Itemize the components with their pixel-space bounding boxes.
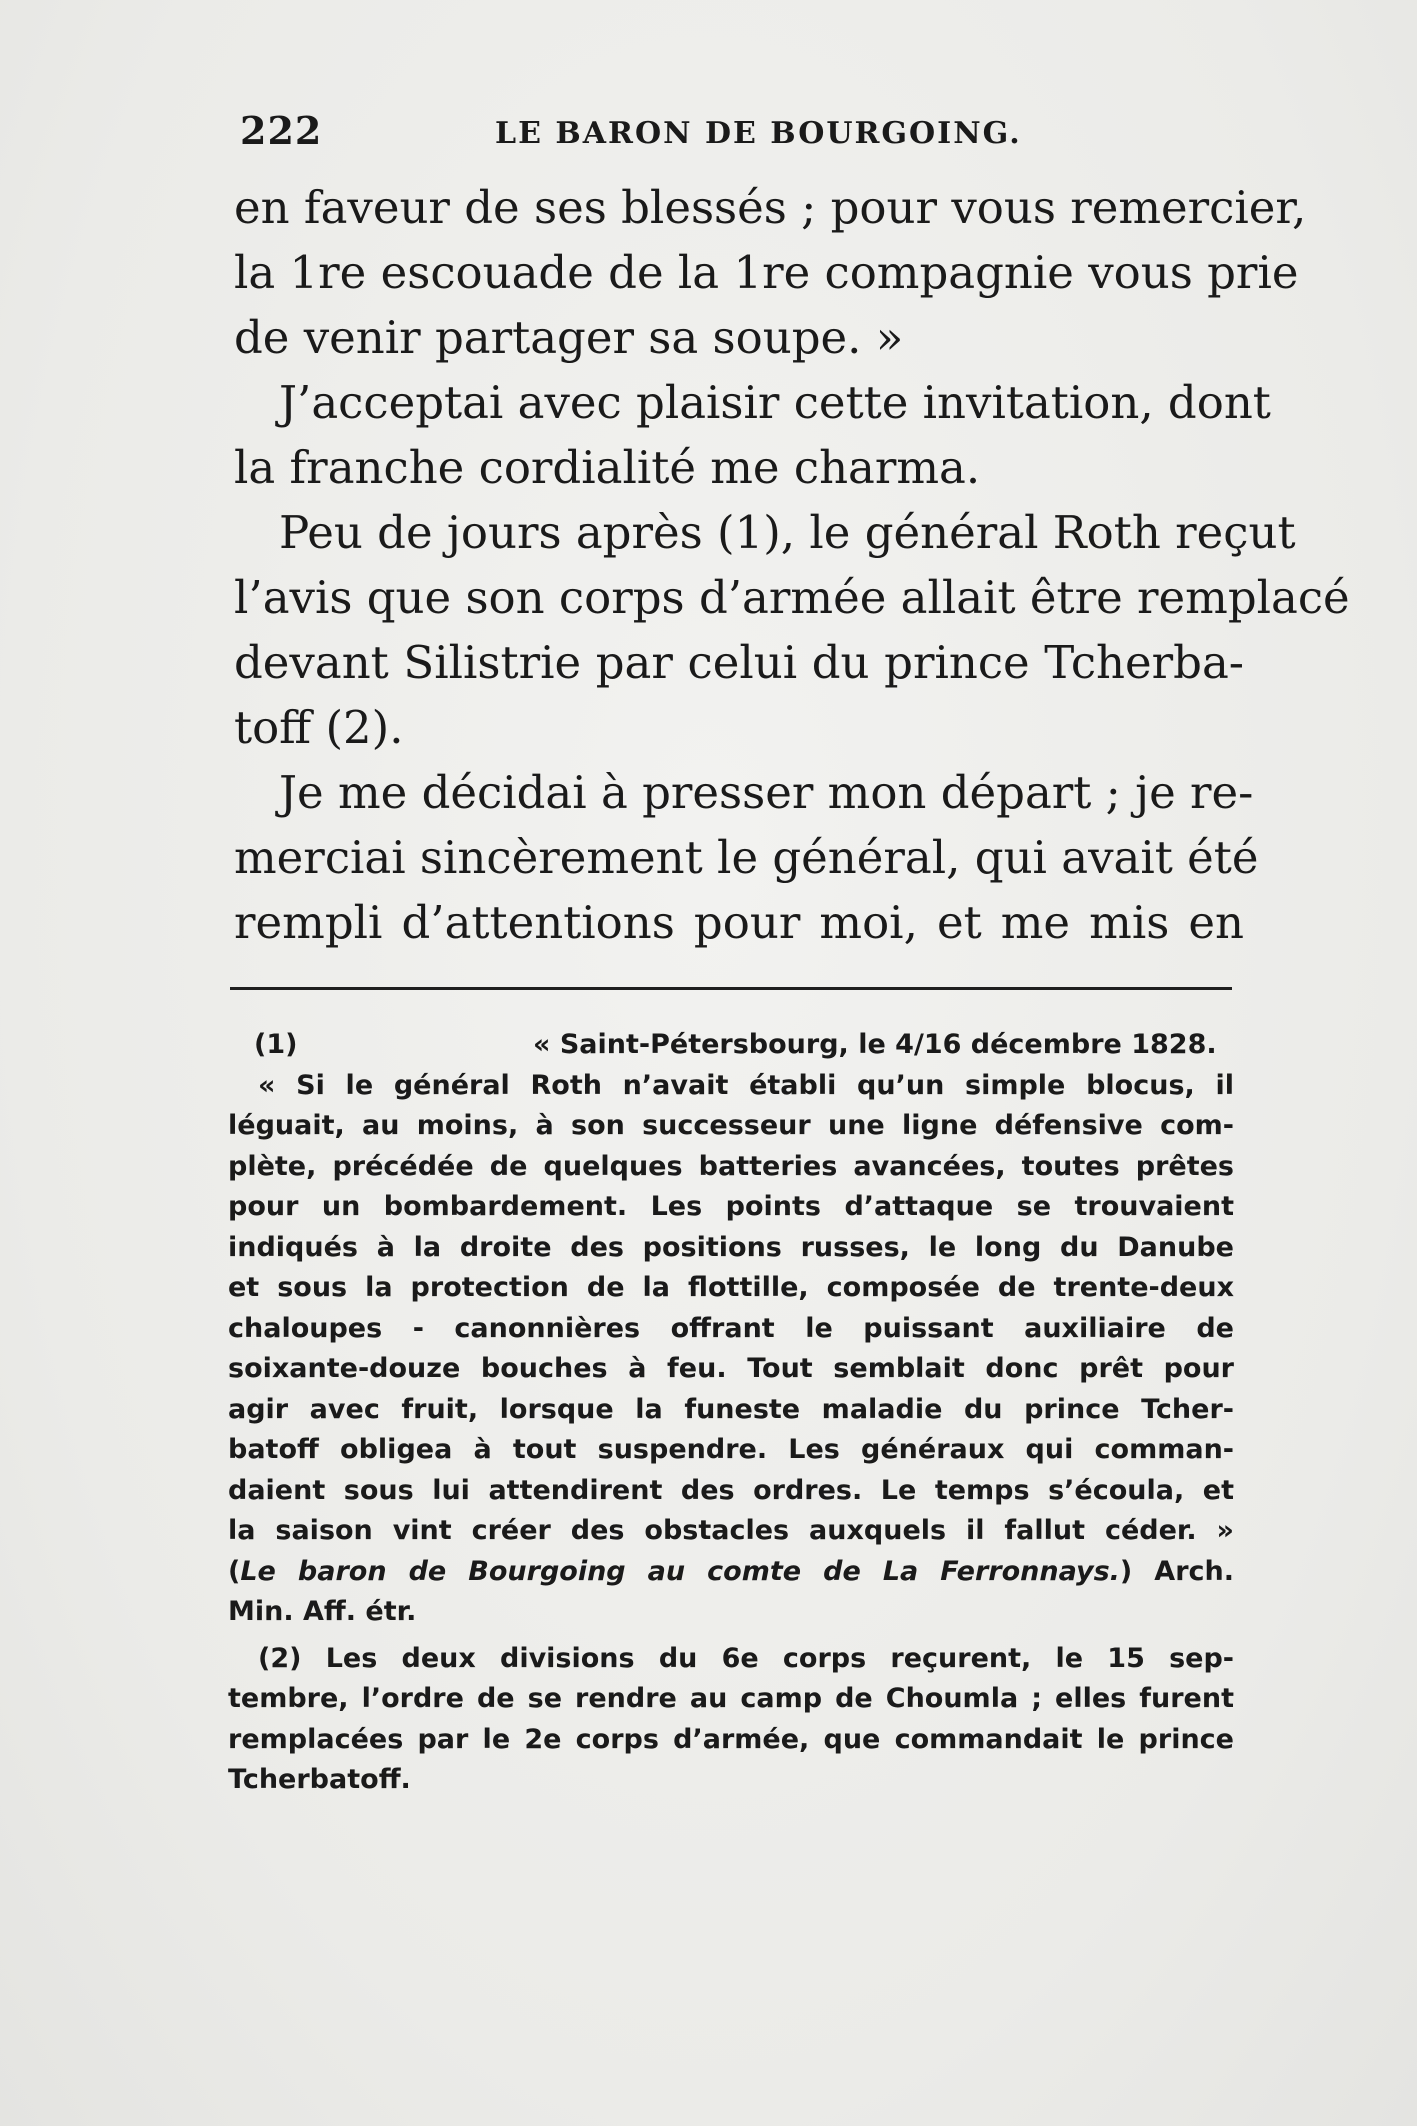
footnote-line: tembre, l’ordre de se rendre au camp de Choumla ; elles furent — [228, 1683, 1234, 1714]
footnote-line: pour un bombardement. Les points d’attaque se trouvaient — [228, 1191, 1234, 1222]
text-line: l’avis que son corps d’armée allait être remplacé — [234, 571, 1350, 624]
footnote-divider — [230, 987, 1232, 990]
footnote-line: la saison vint créer des obstacles auxquels il fallut céder. » — [228, 1515, 1234, 1546]
footnote-line: Min. Aff. étr. — [228, 1596, 417, 1627]
footnote-line: chaloupes - canonnières offrant le puissant auxiliaire de — [228, 1312, 1234, 1344]
page-header — [240, 108, 1235, 156]
text-line: Je me décidai à presser mon départ ; je re- — [279, 766, 1254, 819]
page-number: 222 — [240, 108, 323, 153]
text-line: la franche cordialité me charma. — [234, 441, 981, 494]
footnote-line: daient sous lui attendirent des ordres. Le temps s’écoula, et — [228, 1474, 1234, 1506]
footnote-line: Tcherbatoff. — [228, 1764, 411, 1795]
main-text — [234, 175, 1350, 955]
footnote-line: indiqués à la droite des positions russes, le long du Danube — [228, 1231, 1234, 1263]
text-line: merciai sincèrement le général, qui avait été — [234, 831, 1259, 884]
text-line: toff (2). — [234, 701, 404, 754]
text-line: de venir partager sa soupe. » — [234, 311, 904, 364]
footnote-line: léguait, au moins, à son successeur une ligne défensive com- — [228, 1110, 1234, 1141]
footnote-line: remplacées par le 2e corps d’armée, que commandait le prince — [228, 1723, 1234, 1755]
text-line: devant Silistrie par celui du prince Tcherba- — [234, 636, 1244, 689]
source-open-paren: ( — [228, 1555, 241, 1587]
footnote-1-mark: (1) — [254, 1029, 298, 1060]
running-head: LE BARON DE BOURGOING. — [495, 116, 1022, 151]
footnote-1-dateline: « Saint-Pétersbourg, le 4/16 décembre 1828. — [533, 1029, 1217, 1060]
text-line: la 1re escouade de la 1re compagnie vous prie — [234, 246, 1299, 299]
footnote-source-line — [228, 1552, 1234, 1593]
text-line: rempli d’attentions pour moi, et me mis en — [234, 896, 1244, 949]
footnote-line: batoff obligea à tout suspendre. Les généraux qui comman- — [228, 1434, 1234, 1465]
footnote-line: agir avec fruit, lorsque la funeste maladie du prince Tcher- — [228, 1393, 1234, 1425]
footnote-line: soixante-douze bouches à feu. Tout semblait donc prêt pour — [228, 1353, 1234, 1384]
text-line: J’acceptai avec plaisir cette invitation, dont — [279, 376, 1271, 429]
text-line: en faveur de ses blessés ; pour vous remercier, — [234, 181, 1307, 234]
footnote-line: et sous la protection de la flottille, composée de trente-deux — [228, 1272, 1234, 1303]
footnote-line: « Si le général Roth n’avait établi qu’un simple blocus, il — [258, 1069, 1234, 1101]
footnote-line: (2) Les deux divisions du 6e corps reçurent, le 15 sep- — [258, 1642, 1234, 1674]
text-line: Peu de jours après (1), le général Roth reçut — [279, 506, 1296, 559]
footnote-1-heading — [228, 1025, 1234, 1066]
footnote-line: plète, précédée de quelques batteries avancées, toutes prêtes — [228, 1150, 1234, 1182]
footnotes — [228, 1025, 1234, 1801]
source-citation: Le baron de Bourgoing au comte de La Ferronnays. — [240, 1555, 1120, 1587]
source-close: ) Arch. — [1119, 1555, 1234, 1587]
